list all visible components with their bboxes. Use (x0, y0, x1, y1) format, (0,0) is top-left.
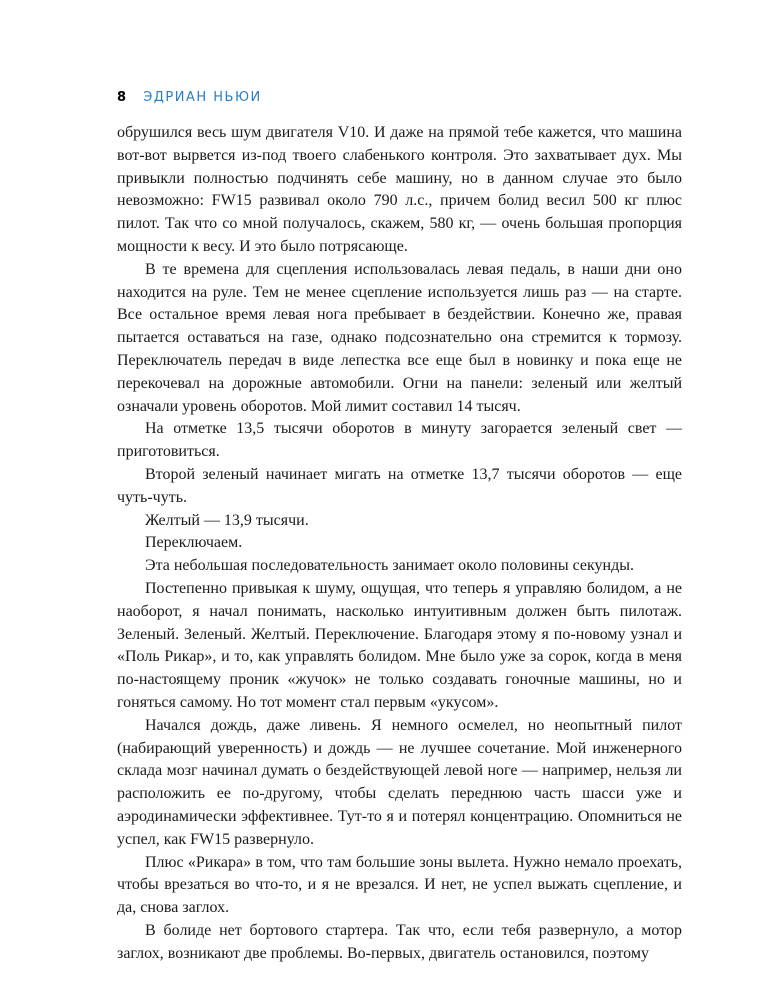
running-head (117, 90, 262, 106)
paragraph: Второй зеленый начинает мигать на отметке 13,7 тысячи оборотов — еще чуть-чуть. (117, 465, 682, 506)
paragraph: В болиде нет бортового стартера. Так что, если тебя развернуло, а мотор заглох, возникают две проблемы. Во-первых, двигатель остановился, поэтому (117, 921, 682, 962)
paragraph: Переключаем. (145, 534, 243, 552)
paragraph: Плюс «Рикара» в том, что там большие зоны вылета. Нужно немало проехать, чтобы врезаться во что-то, и я не врезался. И нет, не успел выжать сцепление, и да, снова заглох. (117, 853, 682, 917)
paragraph: В те времена для сцепления использовалась левая педаль, в наши дни оно находится на руле. Тем не менее сцепление используется лишь раз — на старте. Все остальное время левая нога пребывает в бездействии. Конечно же, правая пытается оставаться на газе, однако подсознательно она стремится к тормозу. Переключатель передач в виде лепестка все еще был в новинку и пока еще не перекочевал на дорожные автомобили. Огни на панели: зеленый или желтый означали уровень оборотов. Мой лимит составил 14 тысяч. (117, 260, 682, 415)
paragraph: Эта небольшая последовательность занимает около половины секунды. (145, 557, 634, 575)
paragraph: Постепенно привыкая к шуму, ощущая, что теперь я управляю болидом, а не наоборот, я начал понимать, насколько интуитивным должен быть пилотаж. Зеленый. Зеленый. Желтый. Переключение. Благодаря этому я по-новому узнал и «Поль Рикар», и то, как управлять болидом. Мне было уже за сорок, когда в меня по-настоящему проник «жучок» не только создавать гоночные машины, но и гоняться самому. Но тот момент стал первым «укусом». (117, 579, 682, 711)
paragraph: Желтый — 13,9 тысячи. (145, 511, 309, 529)
page-number: 8 (117, 90, 128, 105)
paragraph: Начался дождь, даже ливень. Я немного осмелел, но неопытный пилот (набирающий уверенность) и дождь — не лучшее сочетание. Мой инженерного склада мозг начинал думать о бездействующей левой ноге — например, нельзя ли расположить ее по-другому, чтобы сделать переднюю часть шасси уже и аэродинамически эффективнее. Тут-то я и потерял концентрацию. Опомниться не успел, как FW15 развернуло. (117, 716, 682, 848)
paragraph: На отметке 13,5 тысячи оборотов в минуту загорается зеленый свет — приготовиться. (117, 420, 682, 461)
author-name: ЭДРИАН НЬЮИ (143, 90, 262, 105)
body-text (117, 122, 682, 965)
paragraph: обрушился весь шум двигателя V10. И даже на прямой тебе кажется, что машина вот-вот вырвется из-под твоего слабенького контроля. Это захватывает дух. Мы привыкли полностью подчинять себе машину, но в данном случае это было невозможно: FW15 развивал около 790 л.с., причем болид весил 500 кг плюс пилот. Так что со мной получалось, скажем, 580 кг, — очень большая пропорция мощности к весу. И это было потрясающе. (117, 124, 682, 255)
